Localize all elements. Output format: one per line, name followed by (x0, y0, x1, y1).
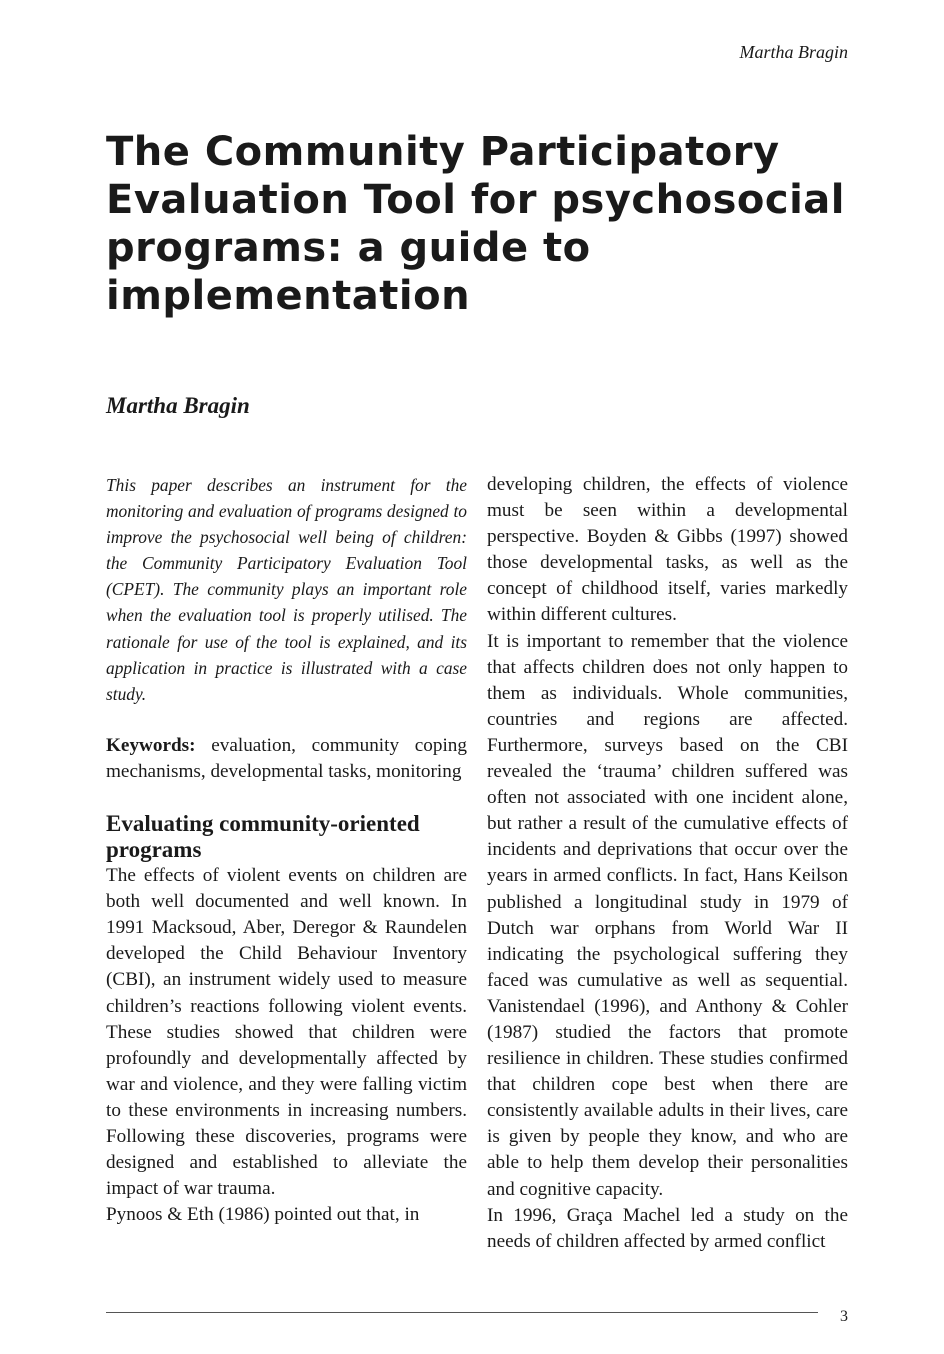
left-column (106, 472, 467, 1228)
running-head: Martha Bragin (739, 42, 848, 62)
body-paragraph: Pynoos & Eth (1986) pointed out that, in (106, 1204, 420, 1226)
author-name: Martha Bragin (106, 393, 250, 418)
body-paragraph: The effects of violent events on children are both well documented and well known. In 1991 Macksoud, Aber, Deregor & Raundelen developed the Child Behaviour Inventory (CBI), an instrument widely used to measure children’s reactions following violent events. These studies showed that children were profoundly and developmentally affected by war and violence, and they were falling victim to these environments in increasing numbers. Following these discoveries, programs were designed and established to alleviate the impact of war trauma. (106, 865, 467, 1200)
body-paragraph: It is important to remember that the violence that affects children does not only happen to them as individuals. Whole communities, countries and regions are affected. Furthermore, surveys based on the CBI revealed the ‘trauma’ children suffered was often not associated with one incident alone, but rather a result of the cumulative effects of incidents and deprivations that occur over the years in armed conflicts. In fact, Hans Keilson published a longitudinal study in 1979 of Dutch war orphans from World War II indicating the psychological suffering they faced was cumulative as well as sequential. Vanistendael (1996), and Anthony & Cohler (1987) studied the factors that promote resilience in children. These studies confirmed that children cope best when there are consistently available adults in their lives, care is given by people they know, and who are able to help them develop their personalities and cognitive capacity. (487, 630, 848, 1200)
article-title: The Community Participatory Evaluation Tool for psychosocial programs: a guide to implementation (106, 129, 845, 319)
keywords-text: evaluation, community coping mechanisms, developmental tasks, monitoring (106, 734, 467, 782)
footer-rule (106, 1312, 818, 1313)
right-column (487, 472, 848, 1255)
keywords-label: Keywords: (106, 734, 196, 756)
body-paragraph: In 1996, Graça Machel led a study on the needs of children affected by armed conflict (487, 1204, 848, 1252)
abstract: This paper describes an instrument for the monitoring and evaluation of programs designed to improve the psychosocial well being of children: the Community Participatory Evaluation Tool (CPET). The community plays an important role when the evaluation tool is properly utilised. The rationale for use of the tool is explained, and its application in practice is illustrated with a case study. (106, 475, 467, 704)
page-number: 3 (840, 1308, 848, 1325)
section-heading: Evaluating community-oriented programs (106, 811, 420, 863)
keywords (106, 733, 467, 785)
body-paragraph: developing children, the effects of violence must be seen within a developmental perspective. Boyden & Gibbs (1997) showed those developmental tasks, as well as the concept of childhood itself, varies markedly within different cultures. (487, 474, 848, 626)
